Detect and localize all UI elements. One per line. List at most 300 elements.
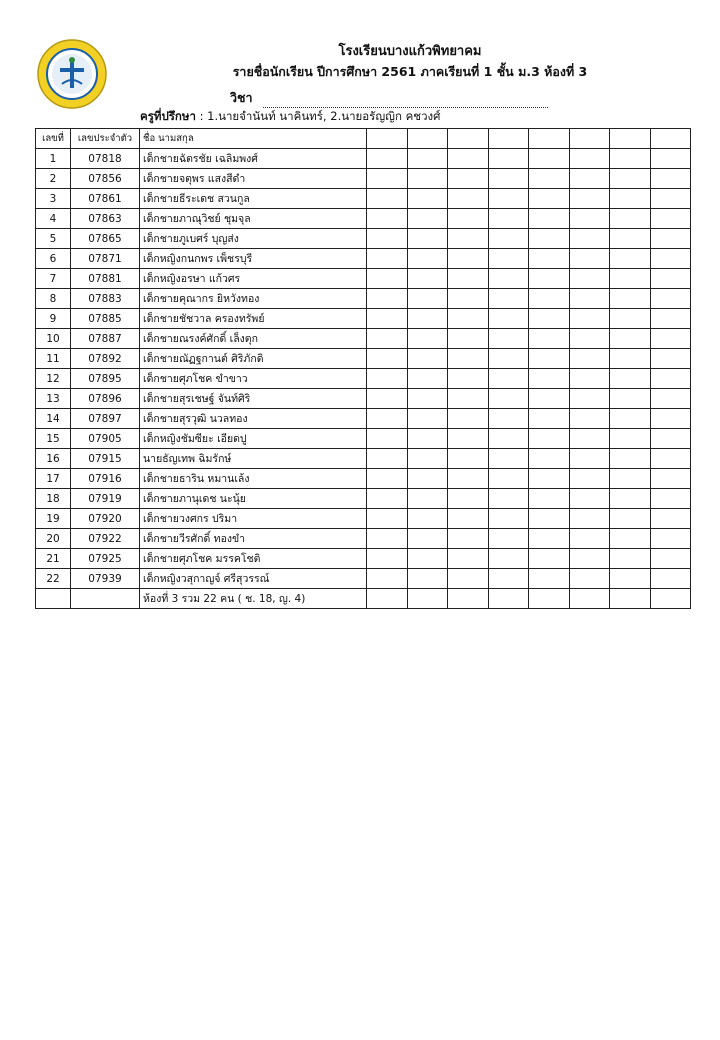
cell-blank <box>529 189 570 209</box>
cell-blank <box>569 289 610 309</box>
cell-no: 20 <box>36 529 71 549</box>
cell-blank <box>407 469 448 489</box>
cell-blank <box>569 389 610 409</box>
cell-blank <box>650 169 691 189</box>
cell-blank <box>529 489 570 509</box>
cell-blank <box>448 489 489 509</box>
cell-blank <box>610 549 651 569</box>
cell-blank <box>569 449 610 469</box>
cell-blank <box>367 309 408 329</box>
cell-blank <box>529 549 570 569</box>
cell-blank <box>367 469 408 489</box>
cell-student-name: เด็กชายณัฏฐกานต์ ศิริภักดิ <box>140 349 367 369</box>
cell-no: 17 <box>36 469 71 489</box>
cell-blank <box>650 209 691 229</box>
cell-student-id: 07905 <box>71 429 140 449</box>
cell-blank <box>569 249 610 269</box>
cell-blank <box>650 549 691 569</box>
subject-blank-line <box>263 93 548 108</box>
table-row <box>36 269 691 289</box>
table-row <box>36 349 691 369</box>
cell-blank <box>650 289 691 309</box>
cell-no: 11 <box>36 349 71 369</box>
cell-no: 15 <box>36 429 71 449</box>
cell-blank <box>488 209 529 229</box>
cell-no: 14 <box>36 409 71 429</box>
cell-blank <box>569 469 610 489</box>
cell-blank <box>488 229 529 249</box>
cell-blank <box>488 429 529 449</box>
cell-blank <box>610 469 651 489</box>
header-blank <box>569 129 610 149</box>
table-row <box>36 549 691 569</box>
subject-label: วิชา <box>230 90 253 105</box>
table-row <box>36 249 691 269</box>
advisor-line <box>140 108 440 126</box>
cell-student-name: เด็กชายสุรวุฒิ นวลทอง <box>140 409 367 429</box>
cell-blank <box>367 589 408 609</box>
cell-blank <box>529 149 570 169</box>
cell-blank <box>367 509 408 529</box>
cell-blank <box>569 569 610 589</box>
cell-no: 1 <box>36 149 71 169</box>
cell-blank <box>448 269 489 289</box>
cell-blank <box>529 569 570 589</box>
cell-blank <box>448 309 489 329</box>
cell-blank <box>569 209 610 229</box>
cell-blank <box>448 349 489 369</box>
cell-blank <box>650 369 691 389</box>
cell-blank <box>610 149 651 169</box>
cell-blank <box>569 529 610 549</box>
cell-blank <box>610 249 651 269</box>
cell-blank <box>488 169 529 189</box>
cell-blank <box>650 329 691 349</box>
roster-subtitle: รายชื่อนักเรียน ปีการศึกษา 2561 ภาคเรียนที่ 1 ชั้น ม.3 ห้องที่ 3 <box>232 64 588 79</box>
cell-blank <box>610 389 651 409</box>
cell-blank <box>488 449 529 469</box>
cell-blank <box>488 409 529 429</box>
table-row <box>36 209 691 229</box>
class-summary: ห้องที่ 3 รวม 22 คน ( ช. 18, ญ. 4) <box>140 589 367 609</box>
cell-blank <box>448 469 489 489</box>
cell-blank <box>610 349 651 369</box>
header-blank <box>367 129 408 149</box>
cell-blank <box>407 329 448 349</box>
cell-blank <box>610 449 651 469</box>
cell-no: 18 <box>36 489 71 509</box>
cell-blank <box>650 149 691 169</box>
cell-student-name: นายธัญเทพ ฉิมรักษ์ <box>140 449 367 469</box>
cell-blank <box>448 509 489 529</box>
table-header-row <box>36 129 691 149</box>
cell-student-name: เด็กชายณรงค์ศักดิ์ เล็งตุก <box>140 329 367 349</box>
cell-student-id: 07885 <box>71 309 140 329</box>
cell-blank <box>407 309 448 329</box>
cell-blank <box>569 309 610 329</box>
cell-blank <box>488 389 529 409</box>
cell-blank <box>529 529 570 549</box>
cell-blank <box>610 309 651 329</box>
cell-blank <box>407 489 448 509</box>
cell-blank <box>488 249 529 269</box>
cell-student-name: เด็กชายศุภโชค ขำขาว <box>140 369 367 389</box>
cell-no: 16 <box>36 449 71 469</box>
cell-blank <box>448 549 489 569</box>
cell-student-id: 07883 <box>71 289 140 309</box>
cell-blank <box>36 589 71 609</box>
cell-blank <box>448 289 489 309</box>
cell-blank <box>488 269 529 289</box>
cell-blank <box>407 409 448 429</box>
cell-blank <box>407 429 448 449</box>
cell-blank <box>610 229 651 249</box>
cell-blank <box>529 509 570 529</box>
header-blank <box>448 129 489 149</box>
cell-blank <box>569 509 610 529</box>
cell-student-id: 07925 <box>71 549 140 569</box>
cell-blank <box>529 309 570 329</box>
cell-blank <box>650 349 691 369</box>
cell-blank <box>367 389 408 409</box>
cell-blank <box>407 549 448 569</box>
document-header <box>150 42 670 82</box>
cell-no: 21 <box>36 549 71 569</box>
cell-blank <box>488 589 529 609</box>
table-row <box>36 229 691 249</box>
cell-blank <box>448 429 489 449</box>
header-id: เลขประจำตัว <box>71 129 140 149</box>
cell-student-name: เด็กชายสุรเชษฐ์ จันท์ศิริ <box>140 389 367 409</box>
header-blank <box>488 129 529 149</box>
cell-blank <box>367 549 408 569</box>
cell-blank <box>569 329 610 349</box>
table-row <box>36 569 691 589</box>
cell-student-name: เด็กหญิงอรษา แก้วศร <box>140 269 367 289</box>
cell-student-name: เด็กชายคุณากร ยิหวังทอง <box>140 289 367 309</box>
table-row <box>36 329 691 349</box>
cell-blank <box>448 589 489 609</box>
cell-student-id: 07895 <box>71 369 140 389</box>
cell-blank <box>488 569 529 589</box>
cell-blank <box>610 429 651 449</box>
cell-blank <box>407 369 448 389</box>
cell-blank <box>407 149 448 169</box>
cell-blank <box>407 449 448 469</box>
table-row <box>36 289 691 309</box>
cell-blank <box>448 389 489 409</box>
cell-blank <box>488 149 529 169</box>
cell-student-id: 07818 <box>71 149 140 169</box>
cell-blank <box>488 549 529 569</box>
cell-student-id: 07922 <box>71 529 140 549</box>
cell-blank <box>488 189 529 209</box>
student-roster-table <box>35 128 691 609</box>
table-row <box>36 169 691 189</box>
school-emblem-svg <box>36 38 108 110</box>
cell-blank <box>529 449 570 469</box>
cell-blank <box>407 189 448 209</box>
cell-student-name: เด็กหญิงกนกพร เพ็ชรบุรี <box>140 249 367 269</box>
table-row <box>36 469 691 489</box>
cell-blank <box>529 229 570 249</box>
cell-student-id: 07887 <box>71 329 140 349</box>
cell-blank <box>610 489 651 509</box>
header-name: ชื่อ นามสกุล <box>140 129 367 149</box>
cell-blank <box>650 489 691 509</box>
summary-row <box>36 589 691 609</box>
header-blank <box>529 129 570 149</box>
cell-blank <box>650 529 691 549</box>
cell-blank <box>367 489 408 509</box>
cell-blank <box>529 349 570 369</box>
cell-blank <box>610 289 651 309</box>
cell-student-name: เด็กชายวงศกร ปริมา <box>140 509 367 529</box>
cell-blank <box>488 529 529 549</box>
cell-blank <box>367 229 408 249</box>
cell-blank <box>407 289 448 309</box>
cell-blank <box>569 269 610 289</box>
cell-no: 22 <box>36 569 71 589</box>
cell-blank <box>569 189 610 209</box>
cell-student-id: 07865 <box>71 229 140 249</box>
cell-blank <box>488 329 529 349</box>
cell-no: 6 <box>36 249 71 269</box>
cell-no: 9 <box>36 309 71 329</box>
cell-student-id: 07897 <box>71 409 140 429</box>
cell-blank <box>529 329 570 349</box>
cell-blank <box>488 309 529 329</box>
header-no: เลขที่ <box>36 129 71 149</box>
cell-blank <box>529 269 570 289</box>
cell-blank <box>529 209 570 229</box>
cell-blank <box>367 149 408 169</box>
subject-line <box>230 88 548 108</box>
cell-student-id: 07871 <box>71 249 140 269</box>
cell-blank <box>610 529 651 549</box>
cell-blank <box>650 589 691 609</box>
cell-blank <box>367 449 408 469</box>
table-row <box>36 429 691 449</box>
cell-blank <box>529 389 570 409</box>
cell-blank <box>529 589 570 609</box>
cell-blank <box>448 169 489 189</box>
cell-blank <box>650 429 691 449</box>
cell-blank <box>407 169 448 189</box>
cell-blank <box>407 569 448 589</box>
cell-blank <box>367 329 408 349</box>
cell-blank <box>529 369 570 389</box>
cell-blank <box>488 349 529 369</box>
cell-student-name: เด็กชายธีระเดช สวนกูล <box>140 189 367 209</box>
cell-blank <box>448 209 489 229</box>
cell-student-name: เด็กชายภานุเดช นะนุ้ย <box>140 489 367 509</box>
cell-student-id: 07896 <box>71 389 140 409</box>
cell-blank <box>407 349 448 369</box>
cell-student-name: เด็กชายวีรศักดิ์ ทองขำ <box>140 529 367 549</box>
cell-blank <box>407 269 448 289</box>
cell-blank <box>407 589 448 609</box>
cell-blank <box>407 529 448 549</box>
cell-blank <box>407 509 448 529</box>
table-row <box>36 149 691 169</box>
cell-student-id: 07915 <box>71 449 140 469</box>
cell-blank <box>407 389 448 409</box>
cell-blank <box>448 329 489 349</box>
cell-blank <box>610 369 651 389</box>
cell-student-name: เด็กชายฉัตรชัย เฉลิมพงศ์ <box>140 149 367 169</box>
cell-blank <box>529 469 570 489</box>
cell-blank <box>650 509 691 529</box>
cell-blank <box>448 149 489 169</box>
cell-blank <box>569 549 610 569</box>
cell-student-name: เด็กชายจตุพร แสงสีดำ <box>140 169 367 189</box>
cell-student-id: 07920 <box>71 509 140 529</box>
cell-blank <box>529 289 570 309</box>
cell-student-name: เด็กชายชัชวาล ครองทรัพย์ <box>140 309 367 329</box>
cell-no: 8 <box>36 289 71 309</box>
cell-blank <box>569 429 610 449</box>
table-row <box>36 529 691 549</box>
cell-blank <box>529 409 570 429</box>
cell-blank <box>610 509 651 529</box>
cell-no: 19 <box>36 509 71 529</box>
cell-blank <box>448 449 489 469</box>
cell-blank <box>488 509 529 529</box>
table-row <box>36 309 691 329</box>
cell-blank <box>448 229 489 249</box>
cell-student-name: เด็กชายธาริน หมานเล้ง <box>140 469 367 489</box>
cell-blank <box>367 209 408 229</box>
cell-blank <box>367 269 408 289</box>
cell-no: 2 <box>36 169 71 189</box>
cell-blank <box>367 289 408 309</box>
cell-blank <box>610 189 651 209</box>
cell-student-id: 07939 <box>71 569 140 589</box>
cell-blank <box>367 189 408 209</box>
cell-student-id: 07916 <box>71 469 140 489</box>
cell-blank <box>650 449 691 469</box>
header-blank <box>610 129 651 149</box>
cell-student-name: เด็กหญิงชัมซียะ เอียดปู <box>140 429 367 449</box>
cell-blank <box>488 369 529 389</box>
cell-student-id: 07856 <box>71 169 140 189</box>
table-row <box>36 449 691 469</box>
cell-blank <box>650 189 691 209</box>
cell-blank <box>650 469 691 489</box>
advisor-label: ครูที่ปรึกษา <box>140 109 196 123</box>
cell-blank <box>610 409 651 429</box>
cell-student-id: 07919 <box>71 489 140 509</box>
cell-blank <box>529 429 570 449</box>
cell-no: 3 <box>36 189 71 209</box>
cell-blank <box>367 569 408 589</box>
cell-blank <box>367 369 408 389</box>
cell-blank <box>448 249 489 269</box>
cell-no: 7 <box>36 269 71 289</box>
cell-student-id: 07881 <box>71 269 140 289</box>
cell-blank <box>650 409 691 429</box>
cell-blank <box>448 369 489 389</box>
cell-blank <box>407 209 448 229</box>
cell-blank <box>610 329 651 349</box>
cell-blank <box>569 169 610 189</box>
advisor-names: : 1.นายจำนันท์ นาคินทร์, 2.นายอรัญญิก คชวงศ์ <box>195 109 441 123</box>
table-row <box>36 489 691 509</box>
cell-blank <box>448 529 489 549</box>
cell-no: 13 <box>36 389 71 409</box>
cell-blank <box>407 249 448 269</box>
cell-student-name: เด็กหญิงวสุกาญจ์ ศรีสุวรรณ์ <box>140 569 367 589</box>
cell-no: 4 <box>36 209 71 229</box>
table-row <box>36 189 691 209</box>
cell-blank <box>407 229 448 249</box>
cell-blank <box>367 409 408 429</box>
cell-blank <box>650 389 691 409</box>
cell-blank <box>569 589 610 609</box>
cell-blank <box>610 169 651 189</box>
cell-blank <box>610 269 651 289</box>
cell-blank <box>610 209 651 229</box>
cell-student-id: 07892 <box>71 349 140 369</box>
header-blank <box>650 129 691 149</box>
cell-blank <box>367 349 408 369</box>
cell-blank <box>488 489 529 509</box>
cell-blank <box>448 569 489 589</box>
cell-blank <box>71 589 140 609</box>
roster-body <box>36 149 691 609</box>
cell-blank <box>367 249 408 269</box>
cell-blank <box>367 429 408 449</box>
cell-blank <box>610 589 651 609</box>
cell-no: 5 <box>36 229 71 249</box>
cell-blank <box>448 409 489 429</box>
school-emblem-icon <box>36 38 108 110</box>
table-row <box>36 389 691 409</box>
cell-blank <box>569 229 610 249</box>
cell-blank <box>569 409 610 429</box>
table-row <box>36 409 691 429</box>
cell-student-name: เด็กชายภูเบศร์ บุญส่ง <box>140 229 367 249</box>
school-name: โรงเรียนบางแก้วพิทยาคม <box>338 44 482 59</box>
cell-blank <box>569 349 610 369</box>
cell-blank <box>529 249 570 269</box>
cell-blank <box>488 469 529 489</box>
cell-blank <box>569 149 610 169</box>
cell-student-name: เด็กชายศุภโชค มรรคโชติ <box>140 549 367 569</box>
cell-student-id: 07861 <box>71 189 140 209</box>
table-row <box>36 369 691 389</box>
cell-blank <box>529 169 570 189</box>
cell-blank <box>569 369 610 389</box>
cell-blank <box>488 289 529 309</box>
cell-blank <box>650 249 691 269</box>
cell-blank <box>367 169 408 189</box>
cell-student-name: เด็กชายภาณุวิชย์ ชุมจุล <box>140 209 367 229</box>
cell-blank <box>610 569 651 589</box>
cell-student-id: 07863 <box>71 209 140 229</box>
cell-blank <box>569 489 610 509</box>
cell-no: 10 <box>36 329 71 349</box>
cell-blank <box>650 569 691 589</box>
cell-blank <box>650 309 691 329</box>
table-row <box>36 509 691 529</box>
cell-blank <box>650 269 691 289</box>
cell-blank <box>367 529 408 549</box>
cell-no: 12 <box>36 369 71 389</box>
cell-blank <box>448 189 489 209</box>
cell-blank <box>650 229 691 249</box>
